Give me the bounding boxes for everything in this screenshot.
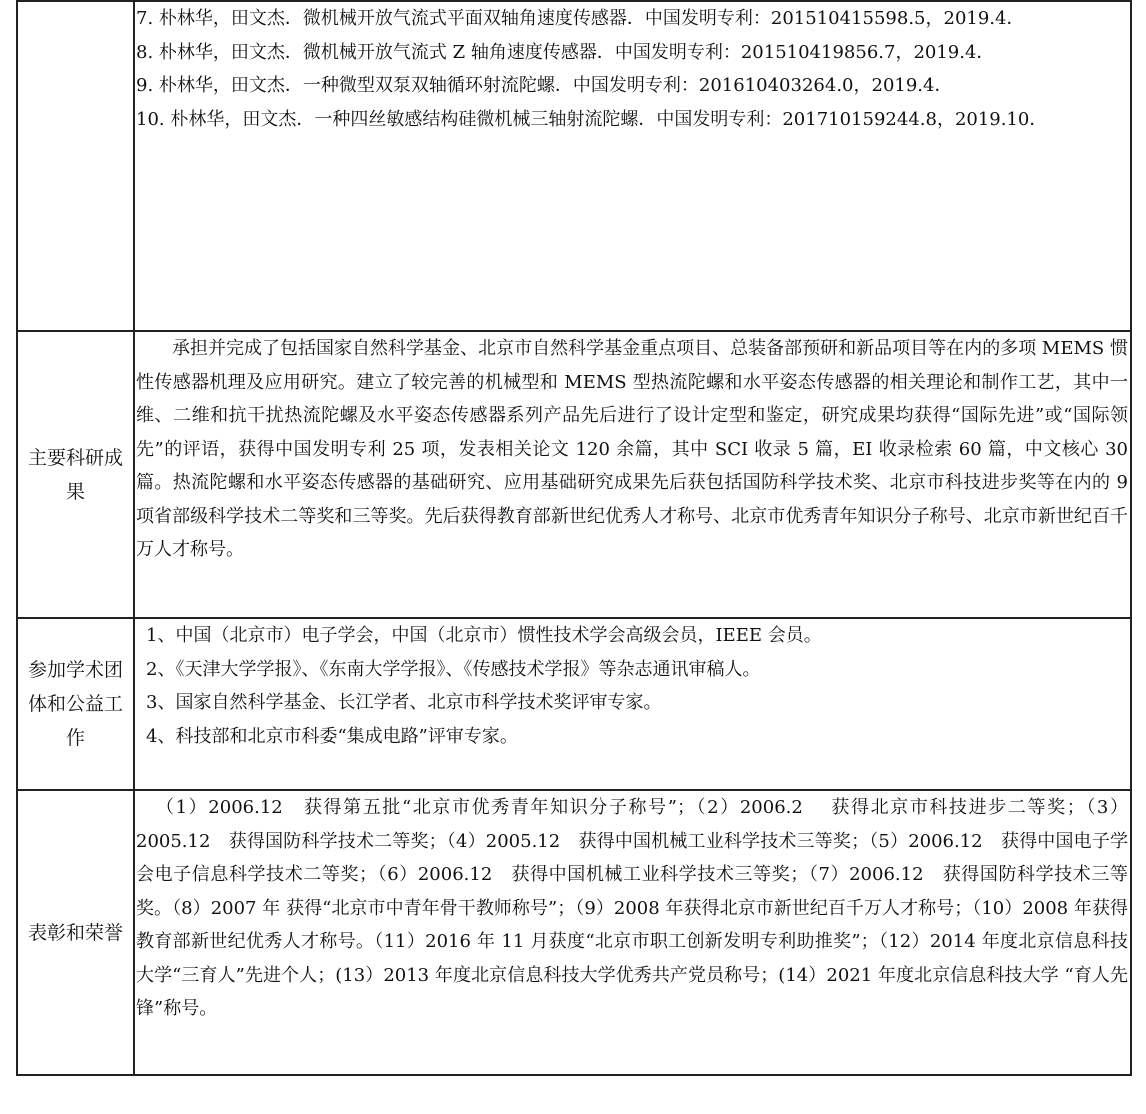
patents-row (17, 1, 1131, 331)
member-item-2: 2、《天津大学学报》、《东南大学学报》、《传感技术学报》等杂志通讯审稿人。 (146, 658, 761, 680)
honors-text: （1）2006.12 获得第五批“北京市优秀青年知识分子称号”；（2）2006.2 获得北京市科技进步二等奖；（3）2005.12 获得国防科学技术二等奖；（4）2005.12 获得中国机械工业科学技术三等奖；（5）2006.12 获得中国电子学会电子信息科学技术二等奖；（6）2006.12 获得中国机械工业科学技术三等奖；（7）2006.12 获得国防科学技术三等奖。（8）2007 年 获得“北京市中青年骨干教师称号”；（9）2008 年获得北京市新世纪百千万人才称号；（10）2008 年获得教育部新世纪优秀人才称号。（11）2016 年 11 月获度“北京市职工创新发明专利助推奖”；（12）2014 年度北京信息科技大学“三育人”先进个人；(13）2013 年度北京信息科技大学优秀共产党员称号；(14）2021 年度北京信息科技大学 “育人先锋”称号。 (136, 797, 1128, 1019)
members-label: 参加学术团体和公益工作 (27, 659, 123, 749)
members-row (17, 618, 1131, 790)
members-content-cell (134, 618, 1131, 790)
resume-table (16, 0, 1132, 1076)
patent-item-10: 10. 朴林华，田文杰．一种四丝敏感结构硅微机械三轴射流陀螺．中国发明专利：201710159244.8，2019.10． (136, 108, 1048, 130)
research-content-cell (134, 331, 1131, 618)
patent-item-7: 7. 朴林华，田文杰．微机械开放气流式平面双轴角速度传感器．中国发明专利：201510415598.5，2019.4． (136, 8, 1025, 29)
honors-label: 表彰和荣誉 (27, 921, 123, 944)
patent-item-8: 8. 朴林华，田文杰．微机械开放气流式 Z 轴角速度传感器．中国发明专利：201510419856.7，2019.4． (136, 41, 995, 63)
research-label: 主要科研成果 (27, 446, 123, 503)
honors-row (17, 790, 1131, 1075)
research-row (17, 331, 1131, 618)
member-item-3: 3、国家自然科学基金、长江学者、北京市科学技术奖评审专家。 (146, 692, 662, 713)
patents-content-cell (134, 1, 1131, 331)
member-item-4: 4、科技部和北京市科委“集成电路”评审专家。 (146, 725, 518, 747)
honors-label-cell (17, 790, 134, 1075)
patents-label-cell (17, 1, 134, 331)
research-text: 承担并完成了包括国家自然科学基金、北京市自然科学基金重点项目、总装备部预研和新品项目等在内的多项 MEMS 惯性传感器机理及应用研究。建立了较完善的机械型和 MEMS 型热流陀螺和水平姿态传感器的相关理论和制作工艺，其中一维、二维和抗干扰热流陀螺及水平姿态传感器系列产品先后进行了设计定型和鉴定，研究成果均获得“国际先进”或“国际领先”的评语，获得中国发明专利 25 项，发表相关论文 120 余篇，其中 SCI 收录 5 篇，EI 收录检索 60 篇，中文核心 30 篇。热流陀螺和水平姿态传感器的基础研究、应用基础研究成果先后获包括国防科学技术奖、北京市科技进步奖等在内的 9 项省部级科学技术二等奖和三等奖。先后获得教育部新世纪优秀人才称号、北京市优秀青年知识分子称号、北京市新世纪百千万人才称号。 (136, 338, 1128, 560)
honors-content-cell (134, 790, 1131, 1075)
member-item-1: 1、中国（北京市）电子学会，中国（北京市）惯性技术学会高级会员，IEEE 会员。 (146, 625, 822, 646)
research-label-cell (17, 331, 134, 618)
members-label-cell (17, 618, 134, 790)
patent-item-9: 9. 朴林华，田文杰．一种微型双泵双轴循环射流陀螺．中国发明专利：201610403264.0，2019.4． (136, 75, 953, 96)
